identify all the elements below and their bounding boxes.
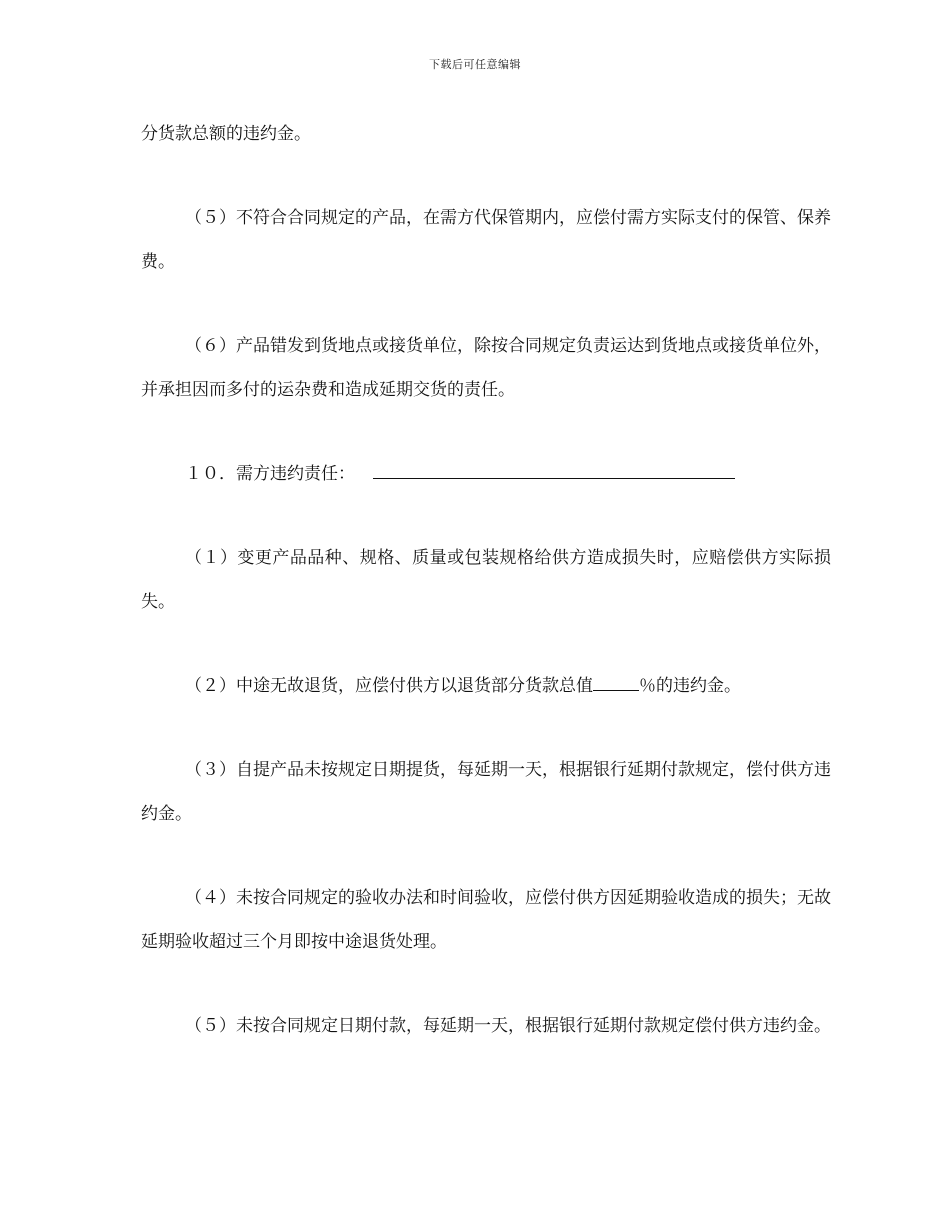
paragraph-item-6-supplier: （６）产品错发到货地点或接货单位，除按合同规定负责运达到货地点或接货单位外，并承担因而多付的运杂费和造成延期交货的责任。 (141, 336, 831, 400)
paragraph-item-4-buyer: （４）未按合同规定的验收办法和时间验收，应偿付供方因延期验收造成的损失；无故延期验收超过三个月即按中途退货处理。 (141, 888, 831, 952)
paragraph-item-3-buyer: （３）自提产品未按规定日期提货，每延期一天，根据银行延期付款规定，偿付供方违约金。 (141, 760, 831, 824)
section-heading-buyer-liability (141, 452, 831, 496)
section-heading-text: １０．需方违约责任： (185, 464, 355, 484)
blank-line-long (373, 461, 735, 479)
paragraph-item-2-text-before: （２）中途无故退货，应偿付供方以退货部分货款总值 (185, 676, 593, 696)
paragraph-continuation: 分货款总额的违约金。 (141, 124, 311, 144)
blank-line-percent (593, 673, 639, 691)
header-note: 下载后可任意编辑 (429, 58, 521, 71)
paragraph-item-1-buyer: （１）变更产品品种、规格、质量或包装规格给供方造成损失时，应赔偿供方实际损失。 (141, 548, 831, 612)
paragraph-item-2-text-after: ％的违约金。 (639, 676, 741, 696)
paragraph-item-5-buyer: （５）未按合同规定日期付款，每延期一天，根据银行延期付款规定偿付供方违约金。 (185, 1016, 831, 1036)
paragraph-item-5-supplier: （５）不符合合同规定的产品，在需方代保管期内，应偿付需方实际支付的保管、保养费。 (141, 208, 831, 272)
paragraph-item-2-buyer (141, 664, 831, 708)
document-body (141, 100, 831, 1088)
